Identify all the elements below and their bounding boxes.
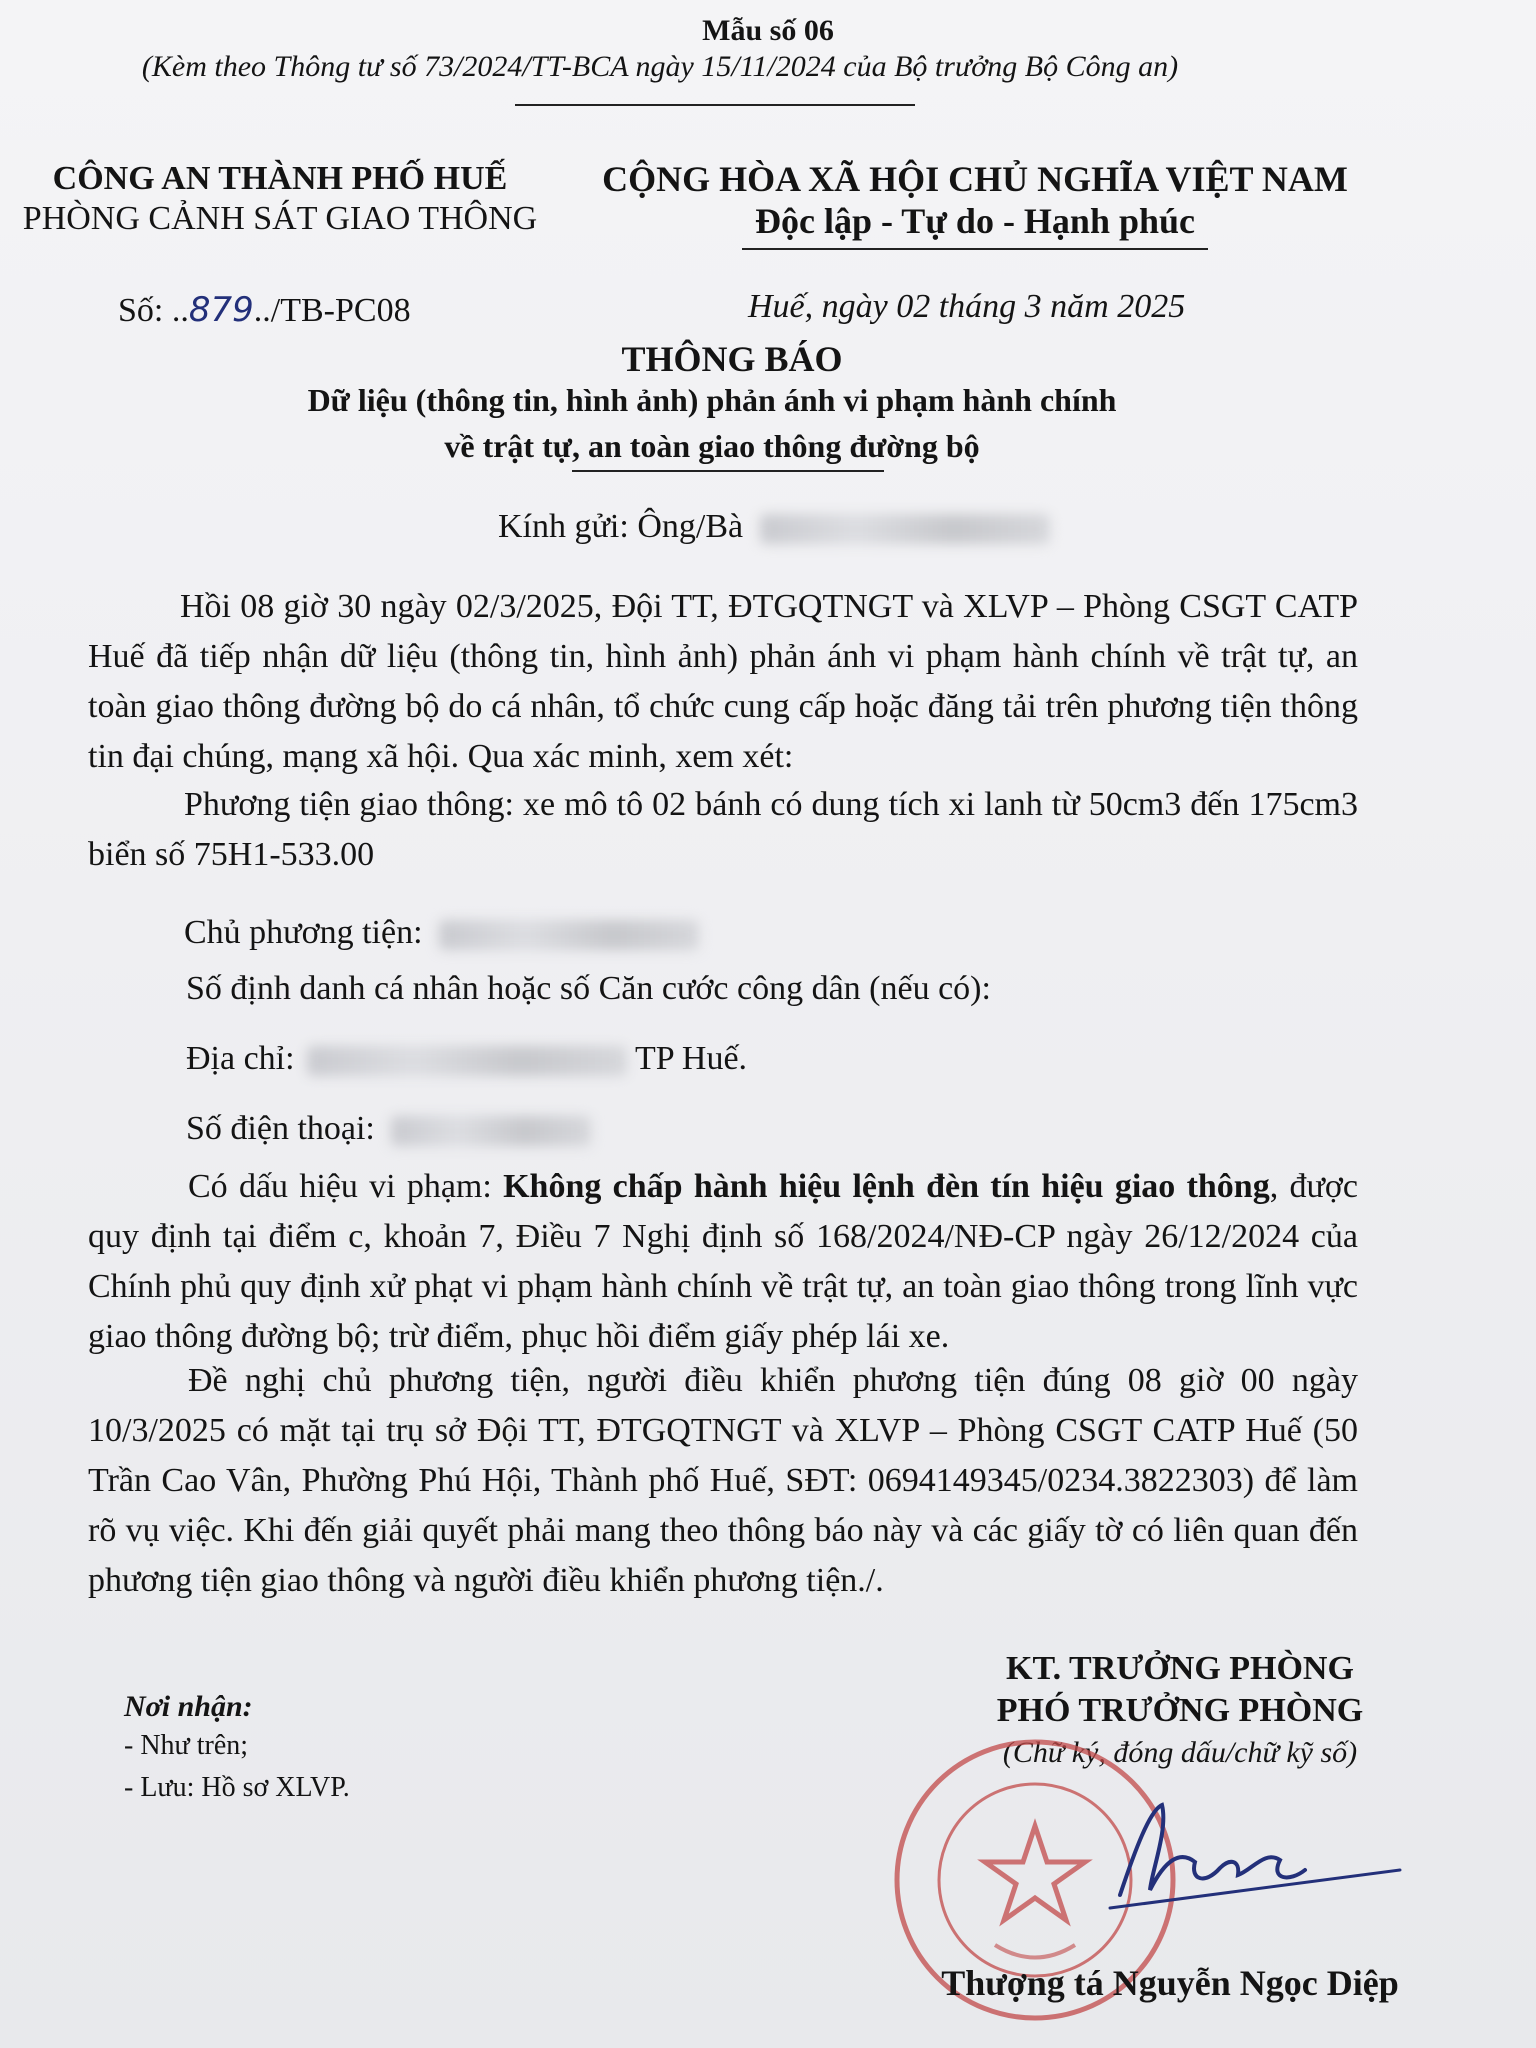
signature-title-1: KT. TRƯỞNG PHÒNG <box>1006 1650 1354 1687</box>
national-motto: Độc lập - Tự do - Hạnh phúc <box>754 201 1196 241</box>
motto-underline <box>742 248 1208 250</box>
national-title: CỘNG HÒA XÃ HỘI CHỦ NGHĨA VIỆT NAM <box>602 159 1348 199</box>
paragraph-reception: Hồi 08 giờ 30 ngày 02/3/2025, Đội TT, ĐTGQTNGT và XLVP – Phòng CSGT CATP Huế đã tiếp nhận dữ liệu (thông tin, hình ảnh) phản ánh vi phạm hành chính về trật tự, an toàn giao thông đường bộ do cá nhân, tổ chức cung cấp hoặc đăng tải trên phương tiện thông tin đại chúng, mạng xã hội. Qua xác minh, xem xét: <box>88 588 1358 775</box>
recipients-item-2: - Lưu: Hồ sơ XLVP. <box>124 1772 350 1803</box>
redacted-phone <box>391 1116 591 1146</box>
phone-line: Số điện thoại: <box>186 1110 591 1148</box>
header-divider <box>515 104 915 106</box>
redacted-address <box>307 1046 627 1076</box>
signature-note: (Chữ ký, đóng dấu/chữ kỹ số) <box>1002 1736 1358 1769</box>
paragraph-request: Đề nghị chủ phương tiện, người điều khiển phương tiện đúng 08 giờ 00 ngày 10/3/2025 có mặt tại trụ sở Đội TT, ĐTGQTNGT và XLVP – Phòng CSGT CATP Huế (50 Trần Cao Vân, Phường Phú Hội, Thành phố Huế, SĐT: 0694149345/0234.3822303) để làm rõ vụ việc. Khi đến giải quyết phải mang theo thông báo này và các giấy tờ có liên quan đến phương tiện giao thông và người điều khiển phương tiện./. <box>88 1362 1358 1599</box>
form-number: Mẫu số 06 <box>702 14 834 47</box>
signer-name: Thượng tá Nguyễn Ngọc Diệp <box>941 1963 1399 2003</box>
document-title: THÔNG BÁO <box>621 339 843 379</box>
paragraph-vehicle: Phương tiện giao thông: xe mô tô 02 bánh có dung tích xi lanh từ 50cm3 đến 175cm3 biển số 75H1-533.00 <box>88 786 1358 873</box>
address-line: Địa chỉ: TP Huế. <box>186 1040 748 1077</box>
issuer-line2: PHÒNG CẢNH SÁT GIAO THÔNG <box>22 200 538 237</box>
handwritten-number: 879 <box>188 290 254 330</box>
document-subtitle-2: về trật tự, an toàn giao thông đường bộ <box>444 428 980 464</box>
redacted-owner-name <box>439 920 699 950</box>
document-number: Số: ..879../TB-PC08 <box>118 290 411 330</box>
redacted-recipient-name <box>760 514 1050 544</box>
recipients-heading: Nơi nhận: <box>124 1690 253 1723</box>
issue-date: Huế, ngày 02 tháng 3 năm 2025 <box>748 288 1186 325</box>
document-subtitle-1: Dữ liệu (thông tin, hình ảnh) phản ánh vi phạm hành chính <box>307 382 1117 418</box>
recipients-item-1: - Như trên; <box>124 1730 249 1761</box>
issuer-line1: CÔNG AN THÀNH PHỐ HUẾ <box>52 160 508 197</box>
paragraph-violation: Có dấu hiệu vi phạm: Không chấp hành hiệu lệnh đèn tín hiệu giao thông, được quy định tại điểm c, khoản 7, Điều 7 Nghị định số 168/2024/NĐ-CP ngày 26/12/2024 của Chính phủ quy định xử phạt vi phạm hành chính về trật tự, an toàn giao thông trong lĩnh vực giao thông đường bộ; trừ điểm, phục hồi điểm giấy phép lái xe. <box>88 1168 1358 1355</box>
id-line: Số định danh cá nhân hoặc số Căn cước công dân (nếu có): <box>186 970 991 1007</box>
form-attachment-note: (Kèm theo Thông tư số 73/2024/TT-BCA ngày 15/11/2024 của Bộ trưởng Bộ Công an) <box>141 50 1179 83</box>
handwritten-signature <box>1080 1790 1410 1920</box>
recipient-line: Kính gửi: Ông/Bà <box>498 508 1050 546</box>
signature-title-2: PHÓ TRƯỞNG PHÒNG <box>996 1692 1364 1729</box>
owner-line: Chủ phương tiện: <box>184 914 699 952</box>
title-underline <box>572 470 884 472</box>
